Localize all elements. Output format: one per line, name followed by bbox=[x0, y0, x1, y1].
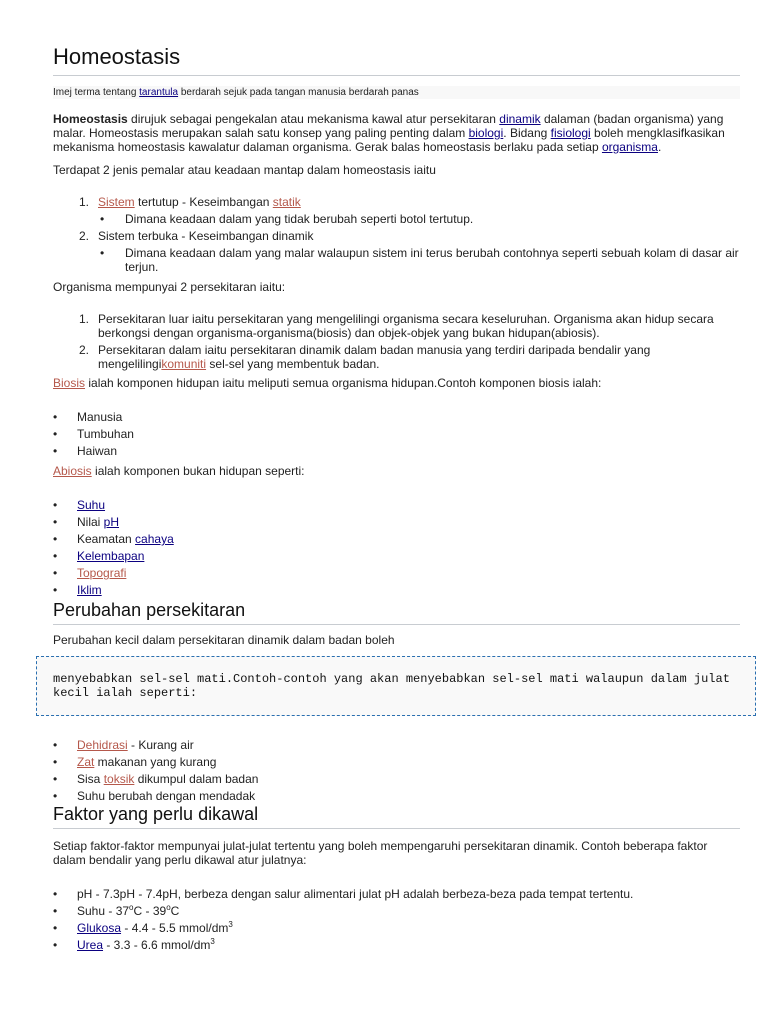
bullet-icon: • bbox=[53, 755, 58, 769]
list-text: - Kurang air bbox=[127, 738, 194, 752]
intro-text-4: boleh mengklasifkasikan mekanisma homeostasis kawalatur dalaman organisma. Gerak balas homeostasis berlaku pada setiap bbox=[53, 126, 725, 154]
link-glukosa[interactable]: Glukosa bbox=[77, 921, 122, 935]
degree-sup-2: o bbox=[166, 903, 171, 912]
list-text: Sistem terbuka - Keseimbangan dinamik bbox=[98, 229, 314, 243]
sub-list bbox=[53, 212, 740, 226]
list-text-after: sel-sel yang membentuk badan. bbox=[206, 357, 380, 371]
intro-text-1: dirujuk sebagai pengekalan atau mekanisma kawal atur persekitaran bbox=[127, 112, 500, 126]
bullet-icon: • bbox=[53, 938, 58, 952]
list-text-3: C bbox=[170, 904, 180, 918]
degree-sup: o bbox=[129, 903, 134, 912]
sub-list-item bbox=[98, 246, 740, 274]
bullet-icon: • bbox=[53, 498, 58, 512]
section3-intro: Setiap faktor-faktor mempunyai julat-julat tertentu yang boleh mempengaruhi persekitaran dinamik. Contoh beberapa faktor dalam bendalir yang perlu dikawal atur julatnya: bbox=[53, 839, 708, 867]
bullet-icon: • bbox=[53, 444, 58, 458]
section2-intro: Perubahan kecil dalam persekitaran dinamik dalam badan boleh bbox=[53, 633, 395, 647]
list-item bbox=[53, 755, 740, 769]
list-item bbox=[53, 938, 740, 952]
preformatted-block: menyebabkan sel-sel mati.Contoh-contoh yang akan menyebabkan sel-sel mati walaupun dalam julat kecil ialah seperti: bbox=[36, 656, 756, 716]
list-item bbox=[53, 410, 740, 424]
link-dehidrasi[interactable]: Dehidrasi bbox=[77, 738, 128, 752]
list-item bbox=[53, 904, 740, 918]
list-item bbox=[53, 921, 740, 935]
link-ph[interactable]: pH bbox=[103, 515, 120, 529]
list-text: Keamatan bbox=[77, 532, 136, 546]
list-text-after: dikumpul dalam badan bbox=[134, 772, 259, 786]
sub-text: Dimana keadaan dalam yang tidak berubah seperti botol tertutup. bbox=[125, 212, 474, 226]
list-item bbox=[53, 772, 740, 786]
image-caption bbox=[53, 86, 740, 99]
list-text: Persekitaran luar iaitu persekitaran yang mengelilingi organisma secara keseluruhan. Organisma akan hidup secara berkongsi dengan organisma-organisma(biosis) dan objek-objek yang bukan hidupan(abiosis). bbox=[98, 312, 714, 340]
list-text: - 4.4 - 5.5 mmol/dm bbox=[121, 921, 229, 935]
link-abiosis[interactable]: Abiosis bbox=[53, 464, 92, 478]
abiosis-list bbox=[53, 498, 740, 600]
link-zat[interactable]: Zat bbox=[77, 755, 95, 769]
list-item bbox=[53, 229, 740, 274]
environments-list bbox=[53, 312, 740, 374]
bullet-icon: • bbox=[53, 566, 58, 580]
types-intro: Terdapat 2 jenis pemalar atau keadaan mantap dalam homeostasis iaitu bbox=[53, 163, 436, 177]
list-text: Tumbuhan bbox=[77, 427, 134, 441]
list-text: Sisa bbox=[77, 772, 104, 786]
bullet-icon: • bbox=[100, 212, 105, 226]
link-tarantula[interactable]: tarantula bbox=[139, 87, 179, 98]
link-cahaya[interactable]: cahaya bbox=[135, 532, 174, 546]
list-number: 2. bbox=[79, 343, 90, 357]
bullet-icon: • bbox=[53, 921, 58, 935]
list-number: 1. bbox=[79, 312, 90, 326]
bullet-icon: • bbox=[53, 789, 58, 803]
biosis-paragraph bbox=[53, 376, 740, 390]
link-toksik[interactable]: toksik bbox=[103, 772, 135, 786]
list-text: - 3.3 - 6.6 mmol/dm bbox=[103, 938, 211, 952]
intro-bold: Homeostasis bbox=[53, 112, 128, 126]
link-fisiologi[interactable]: fisiologi bbox=[550, 126, 591, 140]
list-item bbox=[53, 312, 740, 340]
list-item bbox=[53, 887, 740, 901]
list-item bbox=[53, 583, 740, 597]
sub-list bbox=[53, 246, 740, 274]
list-item bbox=[53, 343, 740, 371]
intro-text-5: . bbox=[657, 140, 662, 154]
list-text: Manusia bbox=[77, 410, 123, 424]
page-title: Homeostasis bbox=[53, 44, 740, 76]
list-item bbox=[53, 566, 740, 580]
list-number: 1. bbox=[79, 195, 90, 209]
bullet-icon: • bbox=[53, 515, 58, 529]
list-item bbox=[53, 789, 740, 803]
link-urea[interactable]: Urea bbox=[77, 938, 104, 952]
abiosis-text: ialah komponen bukan hidupan seperti: bbox=[91, 464, 305, 478]
caption-text: Imej terma tentang bbox=[53, 87, 140, 98]
bullet-icon: • bbox=[53, 532, 58, 546]
list-text: Suhu berubah dengan mendadak bbox=[77, 789, 256, 803]
caption-text-2: berdarah sejuk pada tangan manusia berdarah panas bbox=[178, 87, 419, 98]
sub-list-item bbox=[98, 212, 740, 226]
section2-list bbox=[53, 738, 740, 806]
link-topografi[interactable]: Topografi bbox=[77, 566, 127, 580]
bullet-icon: • bbox=[100, 246, 105, 260]
list-text: Persekitaran dalam iaitu persekitaran dinamik dalam badan manusia yang terdiri daripada bendalir yang mengelilingi bbox=[98, 343, 651, 371]
list-text: Nilai bbox=[77, 515, 104, 529]
list-text: tertutup - Keseimbangan bbox=[134, 195, 273, 209]
link-sistem[interactable]: Sistem bbox=[98, 195, 135, 209]
list-text: makanan yang kurang bbox=[94, 755, 217, 769]
list-number: 2. bbox=[79, 229, 90, 243]
bullet-icon: • bbox=[53, 427, 58, 441]
bullet-icon: • bbox=[53, 738, 58, 752]
list-item bbox=[53, 427, 740, 441]
link-kelembapan[interactable]: Kelembapan bbox=[77, 549, 145, 563]
intro-text-3: . Bidang bbox=[503, 126, 551, 140]
bullet-icon: • bbox=[53, 904, 58, 918]
link-biosis[interactable]: Biosis bbox=[53, 376, 86, 390]
list-text-2: C - 39 bbox=[133, 904, 167, 918]
list-item bbox=[53, 498, 740, 512]
systems-list bbox=[53, 195, 740, 277]
bullet-icon: • bbox=[53, 887, 58, 901]
list-item bbox=[53, 195, 740, 226]
list-item bbox=[53, 549, 740, 563]
link-dinamik[interactable]: dinamik bbox=[499, 112, 541, 126]
link-komuniti[interactable]: komuniti bbox=[161, 357, 207, 371]
biosis-text: ialah komponen hidupan iaitu meliputi semua organisma hidupan.Contoh komponen biosis ialah: bbox=[85, 376, 602, 390]
list-text: pH - 7.3pH - 7.4pH, berbeza dengan salur alimentari julat pH adalah berbeza-beza pada tempat tertentu. bbox=[77, 887, 634, 901]
list-text: Haiwan bbox=[77, 444, 118, 458]
list-item bbox=[53, 738, 740, 752]
list-item bbox=[53, 444, 740, 458]
section3-list bbox=[53, 887, 740, 955]
link-suhu[interactable]: Suhu bbox=[77, 498, 106, 512]
intro-paragraph bbox=[53, 112, 740, 154]
cube-sup: 3 bbox=[228, 920, 233, 929]
section-heading-faktor: Faktor yang perlu dikawal bbox=[53, 804, 740, 829]
cube-sup: 3 bbox=[210, 937, 215, 946]
env-intro: Organisma mempunyai 2 persekitaran iaitu: bbox=[53, 280, 286, 294]
sub-text: Dimana keadaan dalam yang malar walaupun sistem ini terus berubah contohnya seperti sebuah kolam di dasar air terjun. bbox=[125, 246, 739, 274]
abiosis-paragraph bbox=[53, 464, 740, 478]
link-organisma[interactable]: organisma bbox=[601, 140, 658, 154]
biosis-list bbox=[53, 410, 740, 461]
bullet-icon: • bbox=[53, 410, 58, 424]
list-item bbox=[53, 515, 740, 529]
section-heading-perubahan: Perubahan persekitaran bbox=[53, 600, 740, 625]
link-biologi[interactable]: biologi bbox=[468, 126, 504, 140]
bullet-icon: • bbox=[53, 549, 58, 563]
link-statik[interactable]: statik bbox=[272, 195, 301, 209]
bullet-icon: • bbox=[53, 583, 58, 597]
list-item bbox=[53, 532, 740, 546]
list-text: Suhu - 37 bbox=[77, 904, 130, 918]
bullet-icon: • bbox=[53, 772, 58, 786]
link-iklim[interactable]: Iklim bbox=[77, 583, 102, 597]
intro-text-2: dalaman (badan organisma) yang malar. Homeostasis merupakan salah satu konsep yang paling penting dalam bbox=[53, 112, 724, 140]
